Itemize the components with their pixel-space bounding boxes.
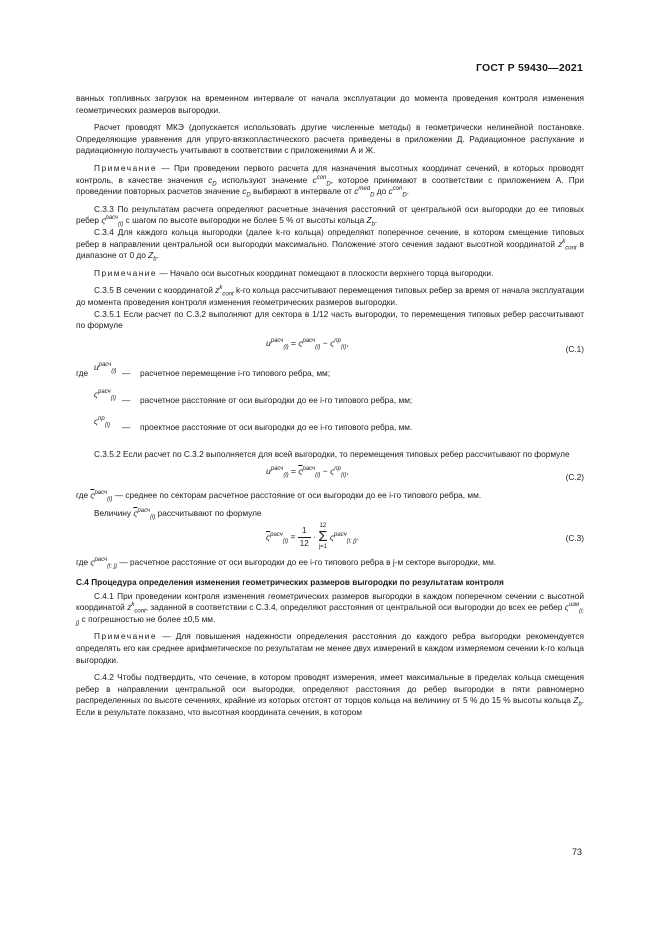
symbol-xi-rasch: $\varsigma^{расч}_{(i)}$ xyxy=(101,215,124,228)
clause-c41: С.4.1 При проведении контроля изменения геометрических размеров выгородки в каждом поперечном сечении с высотной координатой $z^k_{cont}$, заданной в соответствии с С.3.4, определяют расстояния от центральной оси выгородки до всех ее ребер $\varsigma^{изм}_{(i; j)}$ с погрешностью не более ±0,5 мм. xyxy=(76,590,584,627)
formula-c3 xyxy=(76,519,584,557)
definition: где $\overline{\varsigma}^{расч}_{(i)}$ — среднее по секторам расчетное расстояние от оси выгородки до ее i-го типового ребра, мм. xyxy=(76,490,482,503)
formula-number: (С.3) xyxy=(565,533,584,544)
symbol-cD-med2: $c^{med}_D$ xyxy=(354,186,375,199)
clause-c35: С.3.5 В сечении с координатой $z^k_{cont}$ k-го кольца рассчитывают перемещения типовых ребер за время от начала эксплуатации до момента проведения контроля изменения геометрических размеров выгородки. xyxy=(76,285,584,307)
symbol-cD-con2: $c^{con}_D$ xyxy=(388,186,407,199)
definitions-list xyxy=(76,362,584,443)
clause-c33: С.3.3 По результатам расчета определяют расчетные значения расстояний от центральной оси выгородки до ее типовых ребер $\varsigma^{расч}_{(i)}$ с шагом по высоте выгородки не более 5 % от высоты кольца $Z_b$. xyxy=(76,203,584,228)
paragraph: Величину $\overline{\varsigma}^{расч}_{(i)}$ рассчитывают по формуле xyxy=(94,507,262,521)
symbol-zk-cont: $z^k_{cont}$ xyxy=(558,238,577,252)
symbol-Zb: $Z_b$ xyxy=(148,250,157,263)
formula-body: $u^{расч}_{(i)} = \varsigma^{расч}_{(i)} - \varsigma^{пр}_{(i)}$, xyxy=(266,337,349,351)
symbol-zk-cont: $z^k_{cont}$ xyxy=(215,285,234,298)
formula-c2 xyxy=(76,460,584,490)
clause-c34: С.3.4 Для каждого кольца выгородки (далее k-го кольца) определяют поперечное сечение, в котором смещение типовых ребер в направлении центральной оси выгородки максимально. Положение этого сечения задают высотной координатой $z^k_{cont}$ в диапазоне от 0 до $Z_b$. xyxy=(76,226,584,263)
paragraph: ванных топливных загрузок на временном интервале от начала эксплуатации до момента проведения контроля изменения геометрических размеров выгородки. xyxy=(76,93,584,115)
definition-row: где $u^{расч}_{(i)}$ — расчетное перемещение i-го типового ребра, мм; xyxy=(76,361,331,378)
definition-row: $\varsigma^{расч}_{(i)}$ — расчетное расстояние от оси выгородки до ее i-го типового ребра, мм; xyxy=(94,388,413,405)
note-label: Примечание xyxy=(94,162,158,173)
standard-header: ГОСТ Р 59430—2021 xyxy=(475,62,583,74)
formula-c1 xyxy=(76,332,584,362)
definition: где $\varsigma^{расч}_{(i; j)}$ — расчетное расстояние от оси выгородки до ее i-го типового ребра в j-м секторе выгородки, мм. xyxy=(76,557,497,571)
note-label: Примечание xyxy=(94,631,158,642)
definition-row: $\varsigma^{пр}_{(i)}$ — проектное расстояние от оси выгородки до ее i-го типового ребра, мм. xyxy=(94,415,413,432)
formula-number: (С.1) xyxy=(565,343,584,354)
note-label: Примечание xyxy=(94,267,158,278)
clause-c42: С.4.2 Чтобы подтвердить, что сечение, в котором проводят измерения, имеет максимальные в пределах кольца смещения ребер в направлении центральной оси выгородки, определяют расстояния до ребер выгородки в пяти равномерно распределенных по высоте сечениях, крайние из которых отстоят от торцов кольца на величину от 5 % до 15 % высоты кольца $Z_b$. Если в результате показано, что высотная координата сечения, в котором xyxy=(76,672,584,717)
symbol-cD-con: $c^{con}_D$ xyxy=(312,174,331,188)
symbol-cD-med: $c_D$ xyxy=(242,186,251,199)
paragraph: Расчет проводят МКЭ (допускается использовать другие численные методы) в геометрически нелинейной постановке. Определяющие уравнения для упруго-вязкопластического расчета приведены в приложении Д. Радиационное распухание и радиационную ползучесть учитывают в соответствии с приложениями А и Ж. xyxy=(76,122,584,156)
symbol-Zb: $Z_b$ xyxy=(366,215,375,228)
clause-c351: С.3.5.1 Если расчет по С.3.2 выполняют для сектора в 1/12 часть выгородки, то перемещения типовых ребер рассчитывают по формуле xyxy=(76,308,584,331)
symbol-cD: $c_D$ xyxy=(208,174,217,188)
note: Примечание — При проведении первого расчета для назначения высотных координат сечений, в которых проводят контроль, в качестве значения $c_D$ используют значение $c^{con}_D$, которое принимают в соответствии с приложением А. При проведении повторных расчетов значение $c_D$ выбирают в интервале от $c^{med}_D$ до $c^{con}_D$. xyxy=(76,162,584,199)
formula-body: $\overline{\varsigma}^{расч}_{(i)}$ = $\frac{1}{12}$ · 12 Σ j=1 $\varsigma^{расч}_{(i; j)}$, xyxy=(266,523,359,551)
formula-number: (С.2) xyxy=(565,472,584,483)
note: Примечание — Начало оси высотных координат помещают в плоскости верхнего торца выгородки. xyxy=(94,267,494,278)
page-number: 73 xyxy=(572,847,583,857)
note: Примечание — Для повышения надежности определения расстояния до каждого ребра выгородки рекомендуется определять его как среднее арифметическое по результатам не менее двух измерений в каждом измеряемом сечении k-го кольца выгородки. xyxy=(76,631,584,665)
clause-c352: С.3.5.2 Если расчет по С.3.2 выполняется для всей выгородки, то перемещения типовых ребер рассчитывают по формуле xyxy=(94,448,570,459)
section-heading: С.4 Процедура определения изменения геометрических размеров выгородки по результатам контроля xyxy=(76,577,504,588)
page-content xyxy=(76,93,584,719)
formula-body: $u^{расч}_{(i)} = \overline{\varsigma}^{расч}_{(i)} - \varsigma^{пр}_{(i)}$, xyxy=(266,466,349,479)
